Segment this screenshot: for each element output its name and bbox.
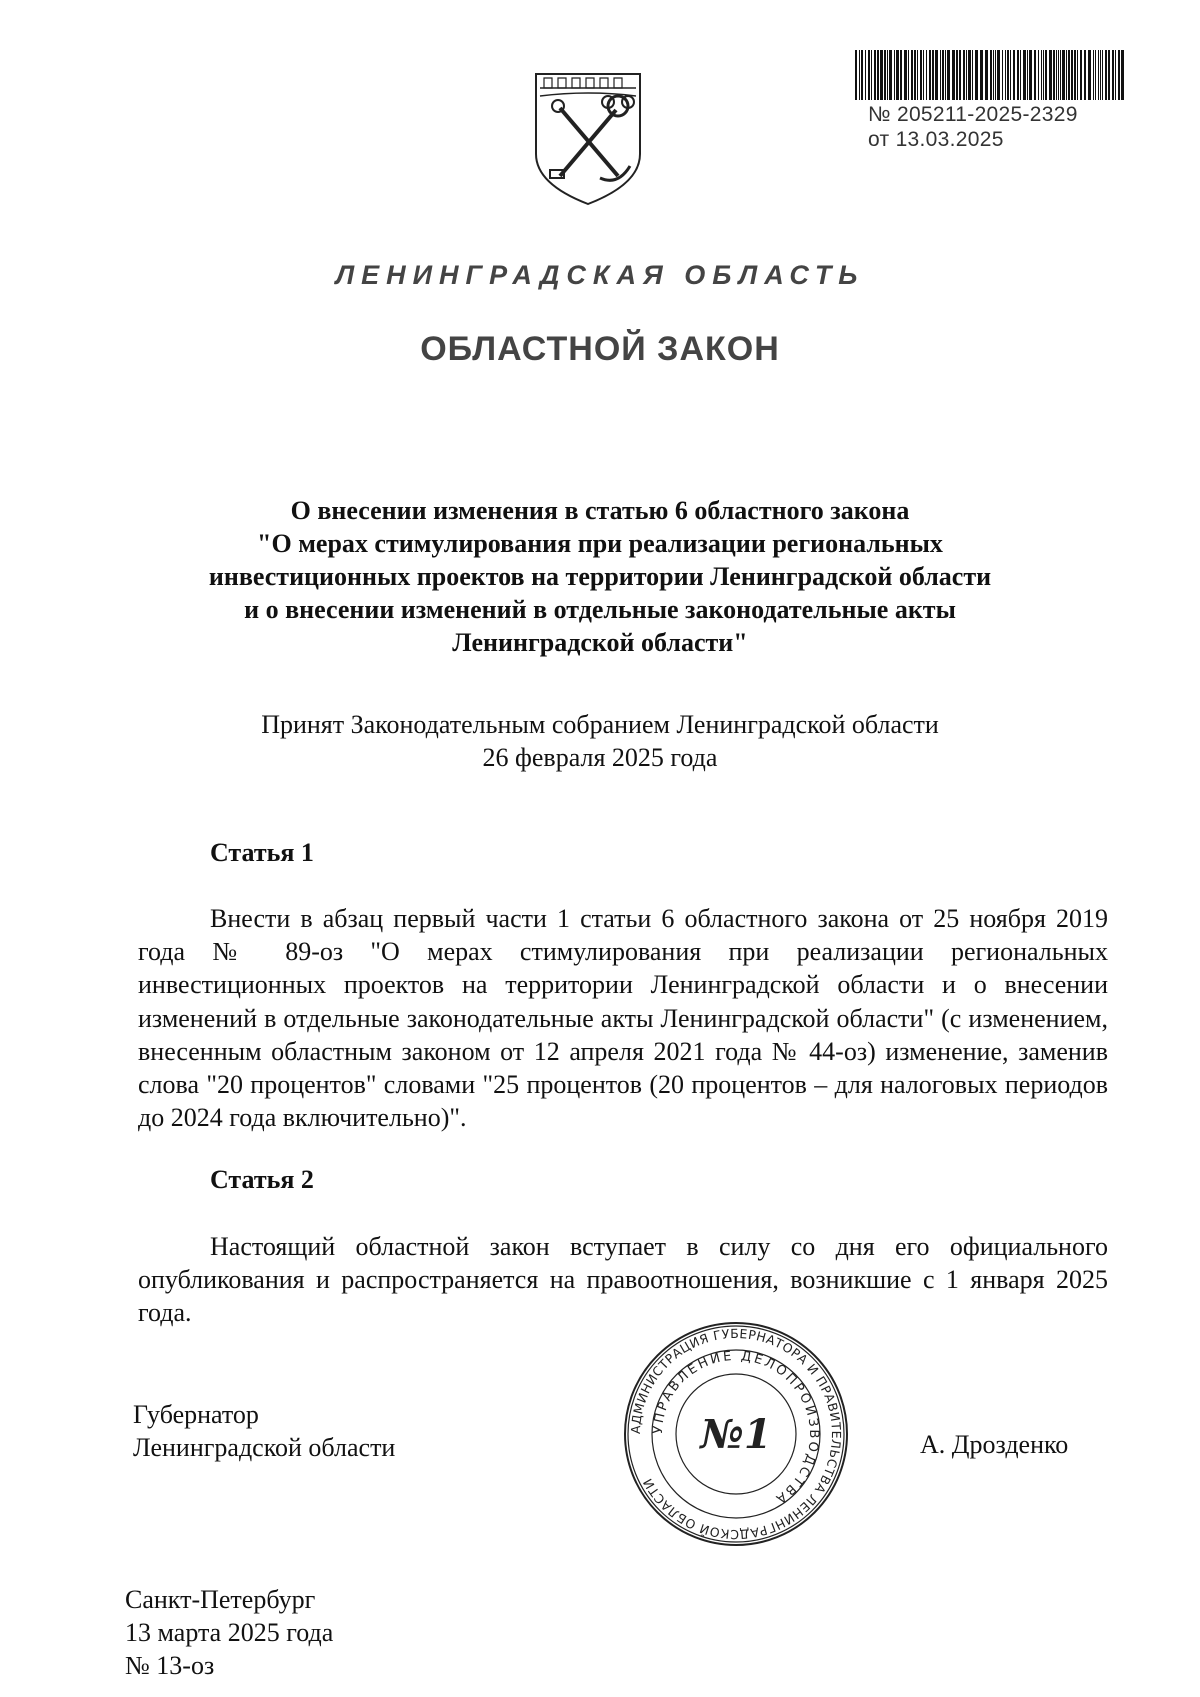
document-type-heading: ОБЛАСТНОЙ ЗАКОН [420,330,780,368]
region-heading: ЛЕНИНГРАДСКАЯ ОБЛАСТЬ [335,260,865,290]
signatory-title-line: Ленинградской области [133,1433,396,1462]
coat-of-arms-icon [530,66,646,206]
article-2-text: Настоящий областной закон вступает в силу со дня его официального опубликования и распространяется на правоотношения, возникшие с 1 января 2025 года. [138,1232,1108,1328]
footer-number: № 13-оз [125,1651,215,1680]
law-title-line: Ленинградской области" [452,628,748,657]
signatory-title [133,1398,395,1464]
law-title-line: "О мерах стимулирования при реализации региональных [257,529,943,558]
article-1-heading: Статья 1 [210,838,314,867]
official-stamp-icon [622,1320,850,1548]
footer-block [125,1583,333,1682]
signatory-title-line: Губернатор [133,1400,259,1429]
adoption-line: 26 февраля 2025 года [482,743,718,772]
law-title-line: О внесении изменения в статью 6 областного закона [290,496,910,525]
stamp-outer-text: АДМИНИСТРАЦИЯ ГУБЕРНАТОРА И ПРАВИТЕЛЬСТВА ЛЕНИНГРАДСКОЙ ОБЛАСТИ [627,1325,845,1543]
footer-date: 13 марта 2025 года [125,1618,334,1647]
signatory-name: А. Дрозденко [920,1430,1069,1459]
law-title [160,494,1040,659]
law-title-line: инвестиционных проектов на территории Ленинградской области [208,562,992,591]
footer-city: Санкт-Петербург [125,1585,316,1614]
registration-date: от 13.03.2025 [868,128,1004,151]
adoption-line: Принят Законодательным собранием Ленинградской области [261,710,939,739]
article-1-text: Внести в абзац первый части 1 статьи 6 областного закона от 25 ноября 2019 года № 89-оз "О мерах стимулирования при реализации региональных инвестиционных проектов на территории Ленинградской области и о внесении изменений в отдельные законодательные акты Ленинградской области" (с изменением, внесенным областным законом от 12 апреля 2021 года № 44-оз) изменение, заменив слова "20 процентов" словами "25 процентов (20 процентов – для налоговых периодов до 2024 года включительно)". [138,904,1108,1133]
registration-number: № 205211-2025-2329 [868,103,1078,126]
stamp-inner-text: УПРАВЛЕНИЕ ДЕЛОПРОИЗВОДСТВА [650,1348,822,1508]
adoption-note [160,708,1040,774]
stamp-center-number: №1 [700,1411,772,1458]
barcode-icon [855,50,1125,100]
article-2-heading: Статья 2 [210,1165,314,1194]
law-title-line: и о внесении изменений в отдельные законодательные акты [244,595,956,624]
